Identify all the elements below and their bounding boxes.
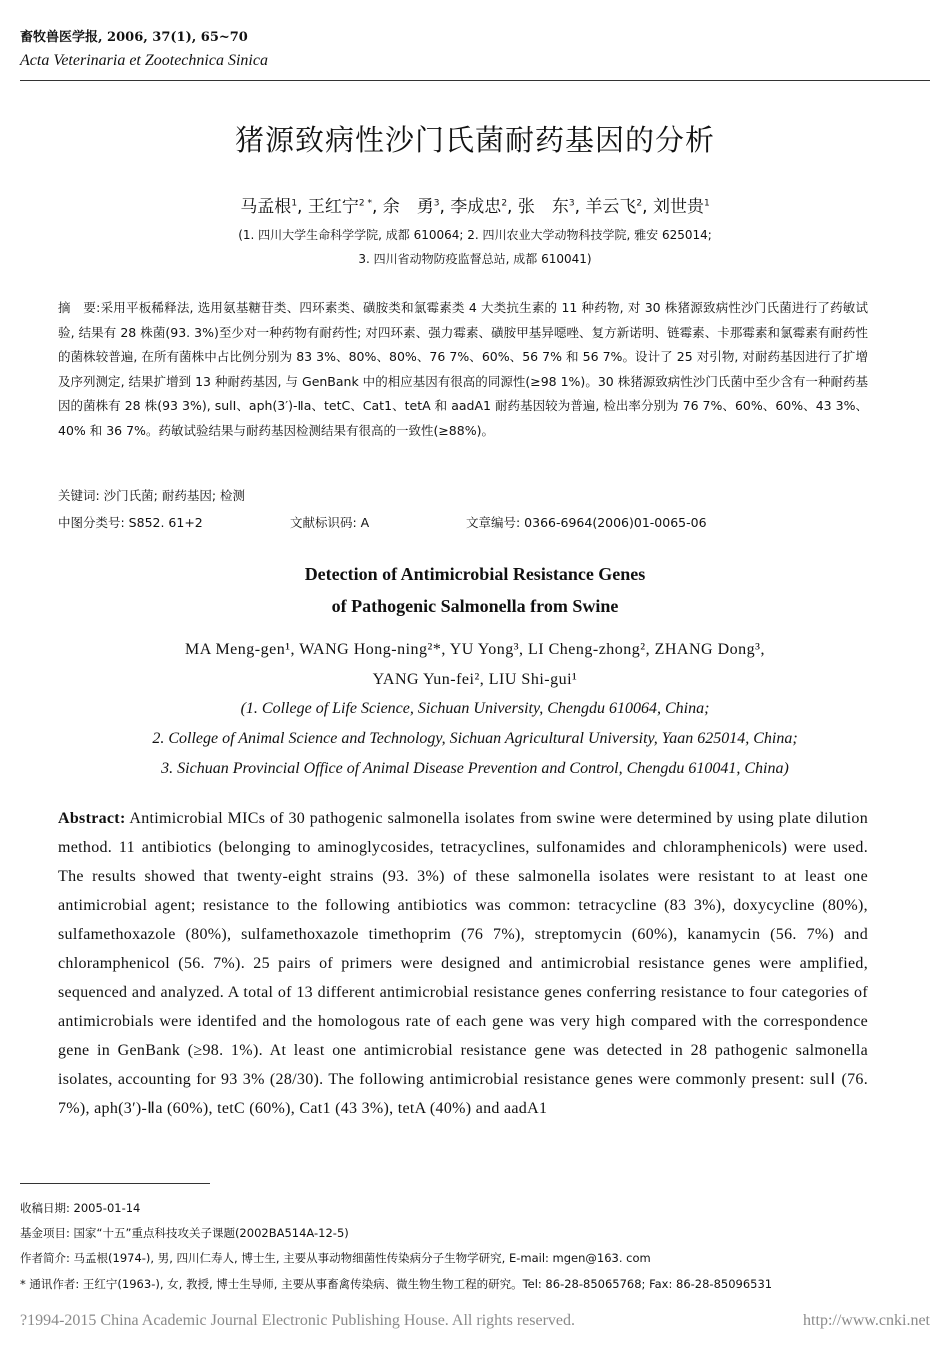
affiliation-en-line: 3. Sichuan Provincial Office of Animal Disease Prevention and Control, Chengdu 610041, China) <box>161 760 789 777</box>
abstract-cn <box>58 296 868 443</box>
copyright-notice: ?1994-2015 China Academic Journal Electronic Publishing House. All rights reserved. <box>20 1312 575 1329</box>
journal-name-en: Acta Veterinaria et Zootechnica Sinica <box>20 52 268 69</box>
journal-citation-cn: 畜牧兽医学报, 2006, 37(1), 65~70 <box>20 30 248 45</box>
article-number: 文章编号: 0366-6964(2006)01-0065-06 <box>466 515 707 530</box>
paper-title-en-line: Detection of Antimicrobial Resistance Genes <box>304 564 646 584</box>
footnote-divider <box>20 1183 210 1184</box>
abstract-cn-text: 采用平板稀释法, 选用氨基糖苷类、四环素类、磺胺类和氯霉素类 4 大类抗生素的 11 种药物, 对 30 株猪源致病性沙门氏菌进行了药敏试验, 结果有 28 株菌(93. 3%)至少对一种药物有耐药性; 对四环素、强力霉素、磺胺甲基异噁唑、复方新诺明、链霉素、卡那霉素和氯霉素有耐药性的菌株较普遍, 在所有菌株中占比例分别为 83 3%、80%、80%、76 7%、60%、56 7% 和 56 7%。设计了 25 对引物, 对耐药基因进行了扩增及序列测定, 结果扩增到 13 种耐药基因, 与 GenBank 中的相应基因有很高的同源性(≥98 1%)。30 株猪源致病性沙门氏菌中至少含有一种耐药基因的菌株有 28 株(93 3%), sulⅠ、aph(3′)-Ⅱa、tetC、Cat1、tetA 和 aadA1 耐药基因较为普遍, 检出率分别为 76 7%、60%、60%、43 3%、40% 和 36 7%。药敏试验结果与耐药基因检测结果有很高的一致性(≥88%)。 <box>58 300 868 438</box>
abstract-en-text: Antimicrobial MICs of 30 pathogenic salmonella isolates from swine were determined by using plate dilution method. 11 antibiotics (belonging to aminoglycosides, tetracyclines, sulfonamides and chloramphenicols) were used. The results showed that twenty-eight strains (93. 3%) of these salmonella isolates were resistant to at least one antimicrobial agent; resistance to the following antibiotics was common: tetracycline (83 3%), doxycycline (80%), sulfamethoxazole (80%), sulfamethoxazole timethoprim (76 7%), streptomycin (60%), kanamycin (56. 7%) and chloramphenicol (56. 7%). 25 pairs of primers were designed and antimicrobial resistance genes were amplified, sequenced and analyzed. A total of 13 different antimicrobial resistance genes conferring resistance to four categories of antimicrobials were identifed and the homologous rate of each gene was very high compared with the correspondence gene in GenBank (≥98. 1%). At least one antimicrobial resistance gene was detected in 28 pathogenic salmonella isolates, accounting for 93 3% (28/30). The following antimicrobial resistance genes were commonly present: sulⅠ (76. 7%), aph(3′)-Ⅱa (60%), tetC (60%), Cat1 (43 3%), tetA (40%) and aadA1 <box>58 810 868 1117</box>
author-cn: 王红宁$^{2 *}$ <box>307 197 372 217</box>
clc-number: 中图分类号: S852. 61+2 <box>58 515 203 530</box>
footnote-received: 收稿日期: 2005-01-14 <box>20 1201 141 1215</box>
footnote-corresponding: * 通讯作者: 王红宁(1963-), 女, 教授, 博士生导师, 主要从事畜禽传染病、微生物生物工程的研究。Tel: 86-28-85065768; Fax: 86-28-85096531 <box>20 1277 773 1291</box>
author-cn: 羊云飞$^2$ <box>585 197 643 217</box>
paper-title-cn: 猪源致病性沙门氏菌耐药基因的分析 <box>234 123 715 157</box>
affiliation-en-line: 2. College of Animal Science and Technology, Sichuan Agricultural University, Yaan 625014, China; <box>152 730 798 747</box>
author-cn: 张 东$^3$ <box>517 197 575 217</box>
cnki-link[interactable]: http://www.cnki.net <box>803 1312 930 1329</box>
copyright-bar <box>20 1312 930 1330</box>
abstract-en-label: Abstract: <box>58 810 126 827</box>
author-cn: 李成忠$^2$ <box>450 197 508 217</box>
author-cn: 马孟根$^1$ <box>240 197 298 217</box>
author-cn: 余 勇$^3$ <box>382 197 440 217</box>
author-list-en-line: YANG Yun-fei², LIU Shi-gui¹ <box>372 671 578 688</box>
author-cn: 刘世贵$^1$ <box>652 197 710 217</box>
author-list-en-line: MA Meng-gen¹, WANG Hong-ning²*, YU Yong³, LI Cheng-zhong², ZHANG Dong³, <box>185 641 765 658</box>
keywords-cn: 关键词: 沙门氏菌; 耐药基因; 检测 <box>58 488 246 503</box>
abstract-cn-label: 摘 要: <box>58 300 101 315</box>
paper-title-en-line: of Pathogenic Salmonella from Swine <box>331 596 619 616</box>
document-code: 文献标识码: A <box>290 515 370 530</box>
footnote-author-bio: 作者简介: 马孟根(1974-), 男, 四川仁寿人, 博士生, 主要从事动物细菌性传染病分子生物学研究, E-mail: mgen@163. com <box>20 1251 651 1265</box>
affiliation-en-line: (1. College of Life Science, Sichuan University, Chengdu 610064, China; <box>240 700 710 717</box>
abstract-en <box>58 804 868 1123</box>
author-list-cn: 马孟根$^1$, 王红宁$^{2 *}$, 余 勇$^3$, 李成忠$^2$, 张 东$^3$, 羊云飞$^2$, 刘世贵$^1$ <box>240 197 710 217</box>
affiliation-cn-line: 3. 四川省动物防疫监督总站, 成都 610041) <box>358 252 592 266</box>
affiliation-cn-line: (1. 四川大学生命科学学院, 成都 610064; 2. 四川农业大学动物科技学院, 雅安 625014; <box>238 228 712 242</box>
footnote-funding: 基金项目: 国家“十五”重点科技攻关子课题(2002BA514A-12-5) <box>20 1226 349 1240</box>
header-divider <box>20 80 930 81</box>
